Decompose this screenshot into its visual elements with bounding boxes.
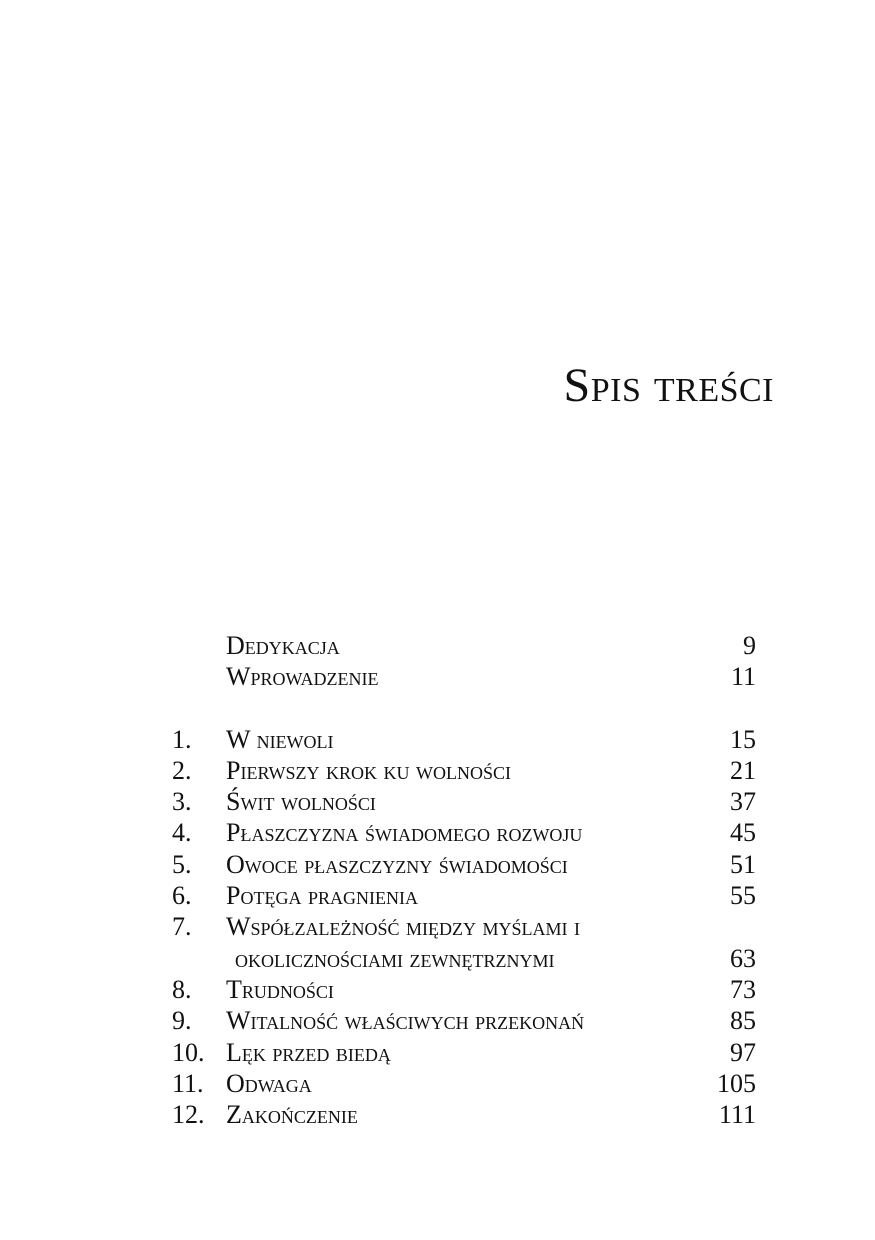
toc-entry-chapter-5[interactable] (0, 849, 875, 880)
toc-entry-number: 1. (172, 724, 192, 754)
table-of-contents (0, 630, 875, 1130)
toc-entry-number: 9. (172, 1006, 192, 1036)
toc-entry-chapter-11[interactable] (0, 1068, 875, 1099)
toc-entry-page: 55 (730, 881, 756, 911)
toc-entry-title: Odwaga (226, 1068, 312, 1098)
toc-entry-chapter-7[interactable] (0, 911, 875, 942)
toc-entry-number: 5. (172, 849, 192, 879)
toc-entry-page: 105 (717, 1068, 756, 1098)
toc-entry-title: Wprowadzenie (226, 662, 379, 692)
toc-entry-title: Owoce płaszczyzny świadomości (226, 849, 568, 879)
toc-entry-page: 73 (730, 974, 756, 1004)
toc-entry-page: 37 (730, 787, 756, 817)
page-title: Spis treści (563, 359, 774, 412)
toc-entry-chapter-1[interactable] (0, 724, 875, 755)
toc-entry-chapter-9[interactable] (0, 1005, 875, 1036)
toc-entry-title: Witalność właściwych przekonań (226, 1006, 585, 1036)
toc-entry-title: Potęga pragnienia (226, 881, 418, 911)
toc-entry-number: 8. (172, 974, 192, 1004)
toc-entry-number: 2. (172, 755, 192, 785)
toc-entry-dedication[interactable] (0, 630, 875, 661)
toc-entry-page: 97 (730, 1037, 756, 1067)
toc-entry-title: Pierwszy krok ku wolności (226, 755, 511, 785)
toc-entry-title: Zakończenie (226, 1100, 358, 1130)
toc-entry-title: okolicznościami zewnętrznymi (235, 943, 555, 973)
toc-entry-chapter-4[interactable] (0, 817, 875, 848)
toc-entry-title: Trudności (226, 974, 334, 1004)
toc-entry-chapter-6[interactable] (0, 880, 875, 911)
toc-entry-page: 21 (730, 755, 756, 785)
toc-entry-page: 85 (730, 1006, 756, 1036)
toc-entry-page: 111 (718, 1100, 756, 1130)
toc-entry-number: 6. (172, 881, 192, 911)
toc-entry-chapter-3[interactable] (0, 786, 875, 817)
toc-entry-chapter-12[interactable] (0, 1099, 875, 1130)
toc-entry-title: Dedykacja (226, 631, 340, 660)
toc-entry-introduction[interactable] (0, 661, 875, 692)
toc-entry-title: W niewoli (226, 724, 334, 754)
toc-entry-chapter-2[interactable] (0, 755, 875, 786)
toc-entry-number: 10. (172, 1037, 205, 1067)
toc-entry-number: 4. (172, 818, 192, 848)
toc-entry-page: 51 (730, 849, 756, 879)
toc-entry-number: 3. (172, 787, 192, 817)
toc-entry-title: Świt wolności (226, 787, 376, 817)
toc-entry-chapter-8[interactable] (0, 974, 875, 1005)
toc-entry-page: 45 (730, 818, 756, 848)
toc-entry-title: Płaszczyzna świadomego rozwoju (226, 818, 583, 848)
toc-entry-page: 15 (730, 724, 756, 754)
toc-entry-number: 7. (172, 912, 192, 942)
toc-entry-number: 12. (172, 1100, 205, 1130)
toc-entry-number: 11. (172, 1068, 204, 1098)
toc-entry-title: Lęk przed biedą (226, 1037, 391, 1067)
toc-entry-page: 11 (730, 662, 756, 692)
toc-entry-title: Współzależność między myślami i (226, 912, 581, 942)
toc-entry-chapter-7-continued[interactable] (0, 943, 875, 974)
toc-entry-page: 63 (730, 943, 756, 973)
toc-entry-chapter-10[interactable] (0, 1037, 875, 1068)
toc-entry-page: 9 (743, 631, 756, 660)
